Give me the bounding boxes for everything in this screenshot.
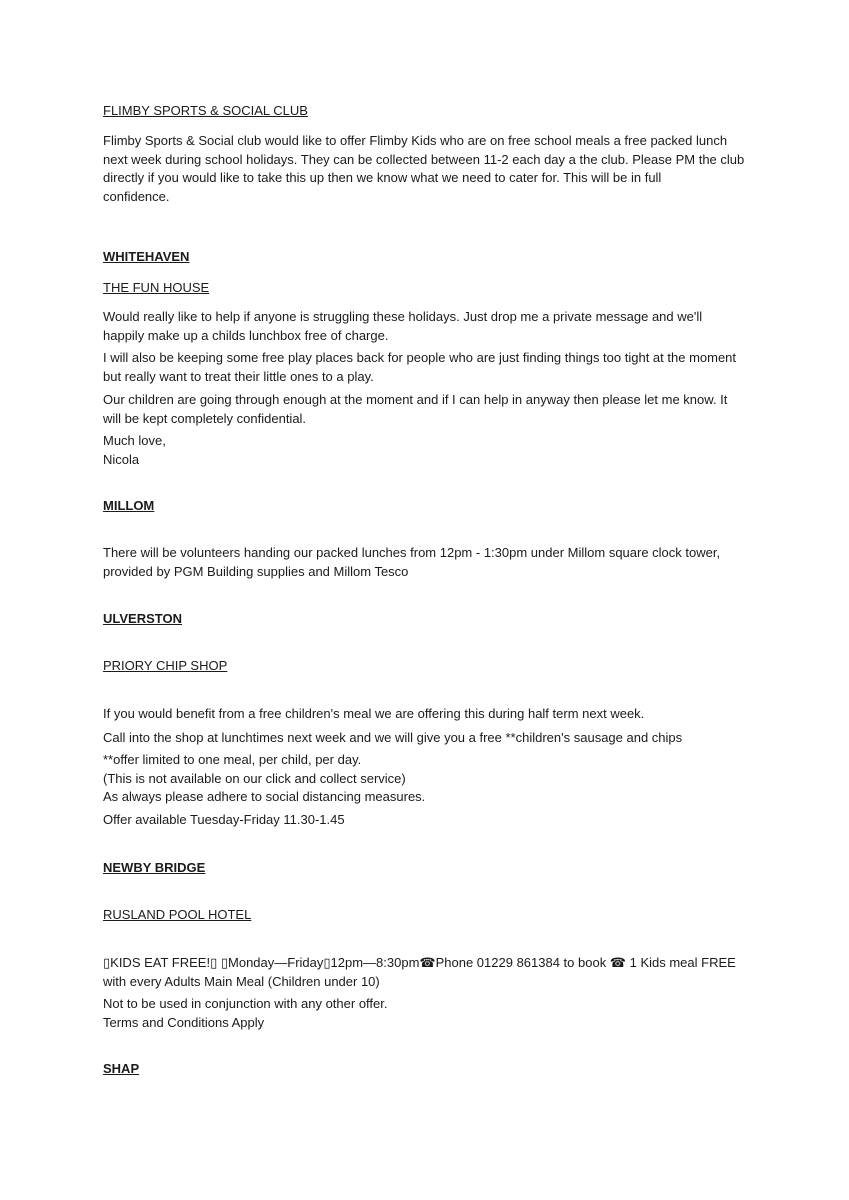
text-line: I will also be keeping some free play places back for people who are just finding things too tight at the moment bbox=[103, 350, 737, 365]
text-line: Not to be used in conjunction with any other offer. bbox=[103, 996, 388, 1011]
text-line: Our children are going through enough at the moment and if I can help in anyway then please let me know. It bbox=[103, 392, 728, 407]
paragraph-rusland-1 bbox=[103, 954, 753, 991]
paragraph-priory-3 bbox=[103, 751, 753, 807]
paragraph-fun-house-2 bbox=[103, 349, 753, 386]
text-line: will be kept completely confidential. bbox=[103, 410, 307, 426]
paragraph-rusland-2 bbox=[103, 995, 753, 1032]
text-line: confidence. bbox=[103, 188, 170, 204]
section-heading-shap: SHAP bbox=[103, 1061, 140, 1076]
text-line: Flimby Sports & Social club would like to offer Flimby Kids who are on free school meals a free packed lunch bbox=[103, 133, 728, 148]
text-line: Much love, bbox=[103, 433, 166, 448]
signoff-fun-house bbox=[103, 432, 753, 469]
text-line: As always please adhere to social distancing measures. bbox=[103, 789, 426, 804]
text-line: provided by PGM Building supplies and Millom Tesco bbox=[103, 563, 409, 579]
text-line: but really want to treat their little ones to a play. bbox=[103, 368, 374, 384]
subheading-priory-chip-shop: PRIORY CHIP SHOP bbox=[103, 658, 228, 673]
text-line: Nicola bbox=[103, 451, 140, 467]
text-line: Would really like to help if anyone is struggling these holidays. Just drop me a private message and we'll bbox=[103, 309, 703, 324]
section-heading-flimby: FLIMBY SPORTS & SOCIAL CLUB bbox=[103, 103, 308, 118]
paragraph-priory-2: Call into the shop at lunchtimes next week and we will give you a free **children's sausage and chips bbox=[103, 730, 683, 745]
section-heading-newby-bridge: NEWBY BRIDGE bbox=[103, 860, 206, 875]
paragraph-millom bbox=[103, 544, 753, 581]
text-line: **offer limited to one meal, per child, per day. bbox=[103, 752, 362, 767]
paragraph-fun-house-1 bbox=[103, 308, 753, 345]
subheading-rusland-pool-hotel: RUSLAND POOL HOTEL bbox=[103, 907, 252, 922]
subheading-fun-house: THE FUN HOUSE bbox=[103, 280, 210, 295]
text-line: next week during school holidays. They can be collected between 11-2 each day a the club. Please PM the club bbox=[103, 151, 745, 167]
paragraph-priory-4: Offer available Tuesday-Friday 11.30-1.45 bbox=[103, 812, 345, 827]
text-line: ▯KIDS EAT FREE!▯ ▯Monday—Friday▯12pm—8:30pm☎Phone 01229 861384 to book ☎ 1 Kids meal FREE bbox=[103, 955, 736, 970]
paragraph-flimby bbox=[103, 132, 753, 206]
paragraph-fun-house-3 bbox=[103, 391, 753, 428]
text-line: happily make up a childs lunchbox free of charge. bbox=[103, 327, 389, 343]
text-line: There will be volunteers handing our packed lunches from 12pm - 1:30pm under Millom square clock tower, bbox=[103, 545, 721, 560]
paragraph-priory-1: If you would benefit from a free children's meal we are offering this during half term next week. bbox=[103, 706, 645, 721]
text-line: Terms and Conditions Apply bbox=[103, 1014, 265, 1030]
section-heading-ulverston: ULVERSTON bbox=[103, 611, 182, 626]
section-heading-millom: MILLOM bbox=[103, 498, 155, 513]
section-heading-whitehaven: WHITEHAVEN bbox=[103, 249, 190, 264]
text-line: directly if you would like to take this up then we know what we need to cater for. This will be in full bbox=[103, 170, 662, 185]
text-line: (This is not available on our click and collect service) bbox=[103, 770, 406, 786]
text-line: with every Adults Main Meal (Children under 10) bbox=[103, 973, 380, 989]
